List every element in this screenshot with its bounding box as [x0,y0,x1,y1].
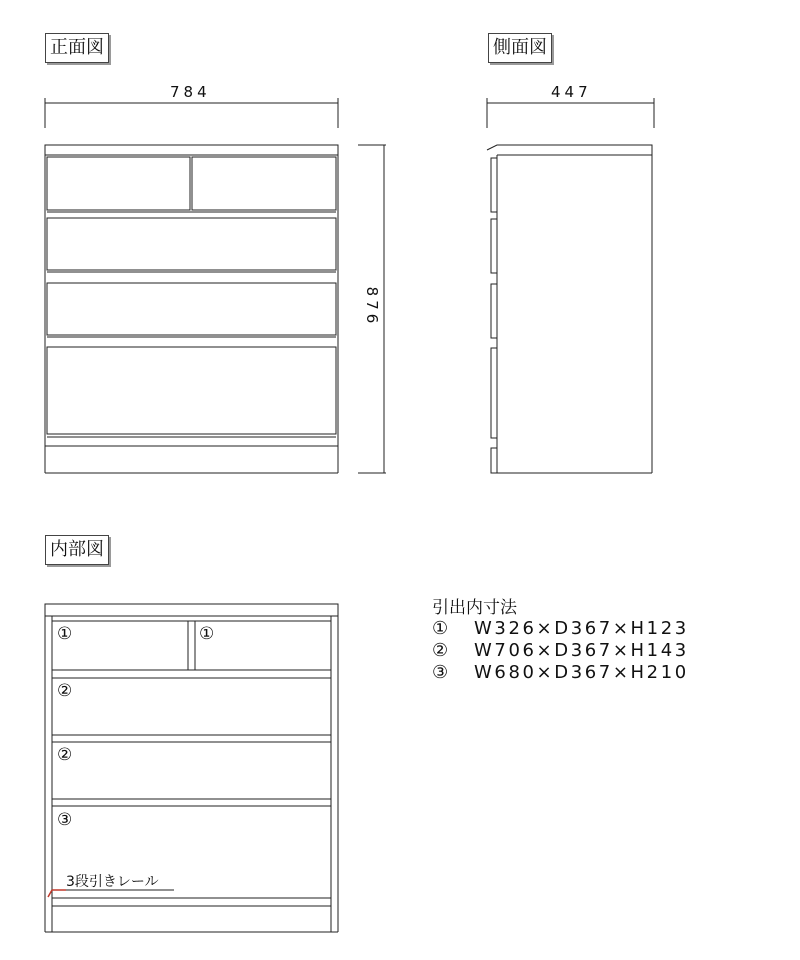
compartment-label-top-right: ① [199,624,215,644]
drawer-spec-row [432,662,689,684]
drawer-spec-num: ③ [432,662,449,683]
side-view-title: 側面図 [488,33,552,63]
drawer-spec-num: ① [432,618,449,639]
drawer-spec-size: W326×D367×H123 [474,618,689,639]
interior-view-title: 内部図 [45,535,109,565]
width-dimension: 784 [170,83,211,101]
side-view [487,98,654,473]
drawer-spec-size: W680×D367×H210 [474,662,689,683]
drawer-spec-block [432,598,689,684]
depth-dimension: 447 [551,83,592,101]
compartment-label-bottom: ③ [57,810,73,830]
compartment-label-top-left: ① [57,624,73,644]
front-view [45,98,386,473]
compartment-label-second: ② [57,681,73,701]
drawer-spec-row [432,618,689,640]
drawer-spec-title: 引出内寸法 [432,598,517,618]
rail-label: 3段引きレール [66,874,159,890]
height-dimension: 876 [363,286,381,328]
compartment-label-third: ② [57,745,73,765]
drawer-spec-row [432,640,689,662]
front-view-title: 正面図 [45,33,109,63]
drawer-spec-num: ② [432,640,449,661]
drawer-spec-size: W706×D367×H143 [474,640,689,661]
